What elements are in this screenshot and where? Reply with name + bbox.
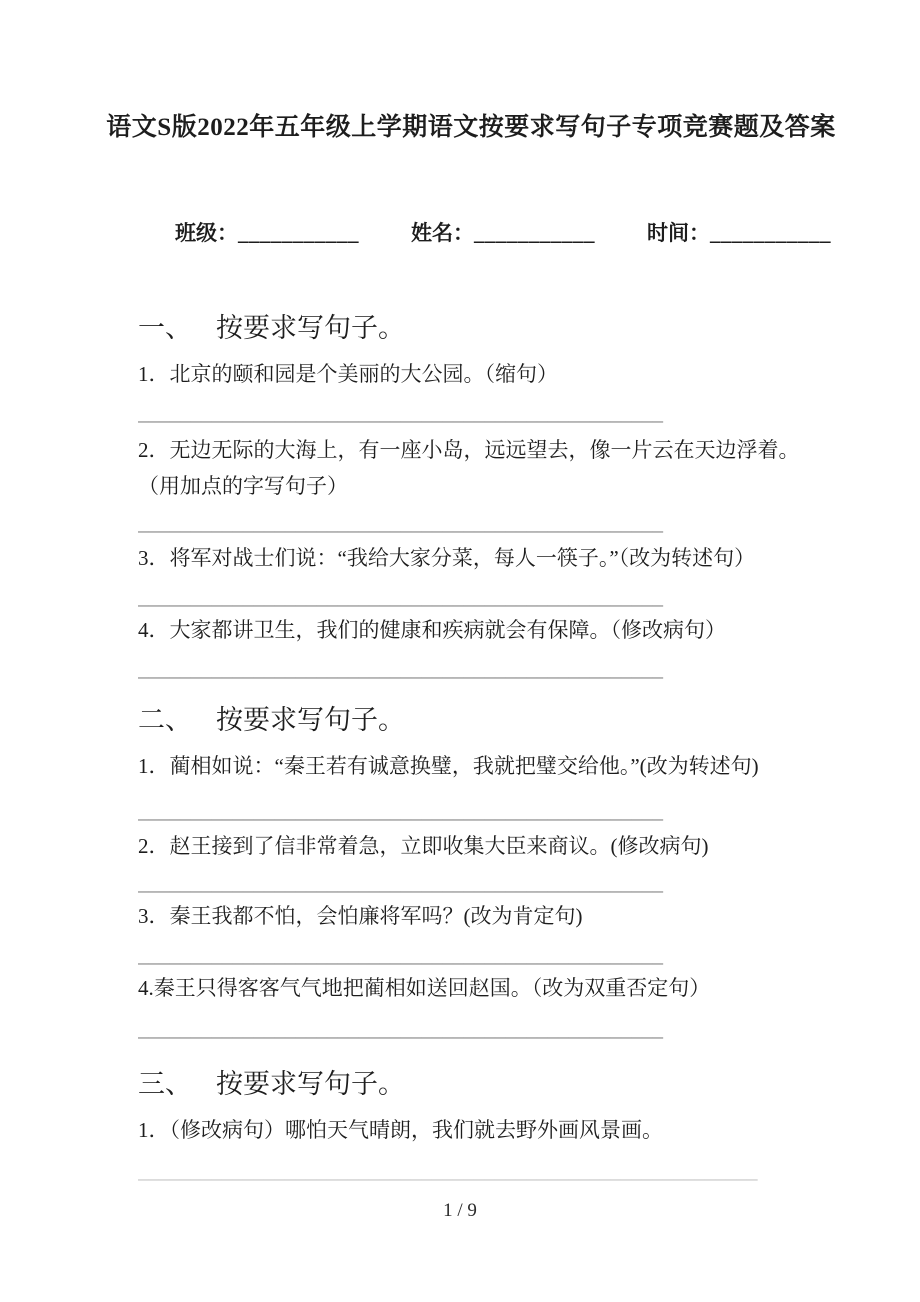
answer-line: ___________________________________________________________ [138,1159,758,1183]
section-2-heading [138,700,842,740]
question-item: 2．无边无际的大海上，有一座小岛，远远望去，像一片云在天边浮着。（用加点的字写句子） [138,438,800,498]
class-field [175,218,359,248]
answer-line: __________________________________________________ [138,401,663,425]
page-title: 语文S版2022年五年级上学期语文按要求写句子专项竞赛题及答案 [106,114,836,141]
question-item: 1．北京的颐和园是个美丽的大公园。（缩句） [138,362,558,386]
question-item: 1．蔺相如说：“秦王若有诚意换璧，我就把璧交给他。”(改为转述句) [138,754,759,778]
time-field-label: 时间： [647,221,710,245]
answer-line: __________________________________________________ [138,799,663,823]
question-item: 4．大家都讲卫生，我们的健康和疾病就会有保障。（修改病句） [138,618,726,642]
class-field-label: 班级： [175,221,238,245]
name-field [411,218,595,248]
section-1-number: 一、 [138,313,192,343]
question-item: 4.秦王只得客客气气地把蔺相如送回赵国。（改为双重否定句） [138,976,711,1000]
answer-line: __________________________________________________ [138,871,663,895]
question-item: 3．秦王我都不怕，会怕廉将军吗？(改为肯定句) [138,904,583,928]
time-field-blank: ___________ [710,221,831,245]
section-1-title: 按要求写句子。 [216,313,405,343]
section-3-heading [138,1064,842,1104]
answer-line: __________________________________________________ [138,657,663,681]
name-field-blank: ___________ [474,221,595,245]
section-2-title: 按要求写句子。 [216,705,405,735]
section-3-title: 按要求写句子。 [216,1069,405,1099]
name-field-label: 姓名： [411,221,474,245]
answer-line: __________________________________________________ [138,585,663,609]
question-item: 1．（修改病句）哪怕天气晴朗，我们就去野外画风景画。 [138,1118,663,1142]
class-field-blank: ___________ [238,221,359,245]
answer-line: __________________________________________________ [138,1017,663,1041]
question-item: 2．赵王接到了信非常着急，立即收集大臣来商议。(修改病句) [138,834,709,858]
time-field [647,218,831,248]
answer-line: __________________________________________________ [138,511,663,535]
question-item: 3．将军对战士们说：“我给大家分菜，每人一筷子。”（改为转述句） [138,546,756,570]
section-3-number: 三、 [138,1069,192,1099]
answer-line: __________________________________________________ [138,943,663,967]
header-fields [175,218,842,248]
section-2-number: 二、 [138,705,192,735]
section-1-heading [138,308,842,348]
page-number: 1 / 9 [443,1200,477,1221]
